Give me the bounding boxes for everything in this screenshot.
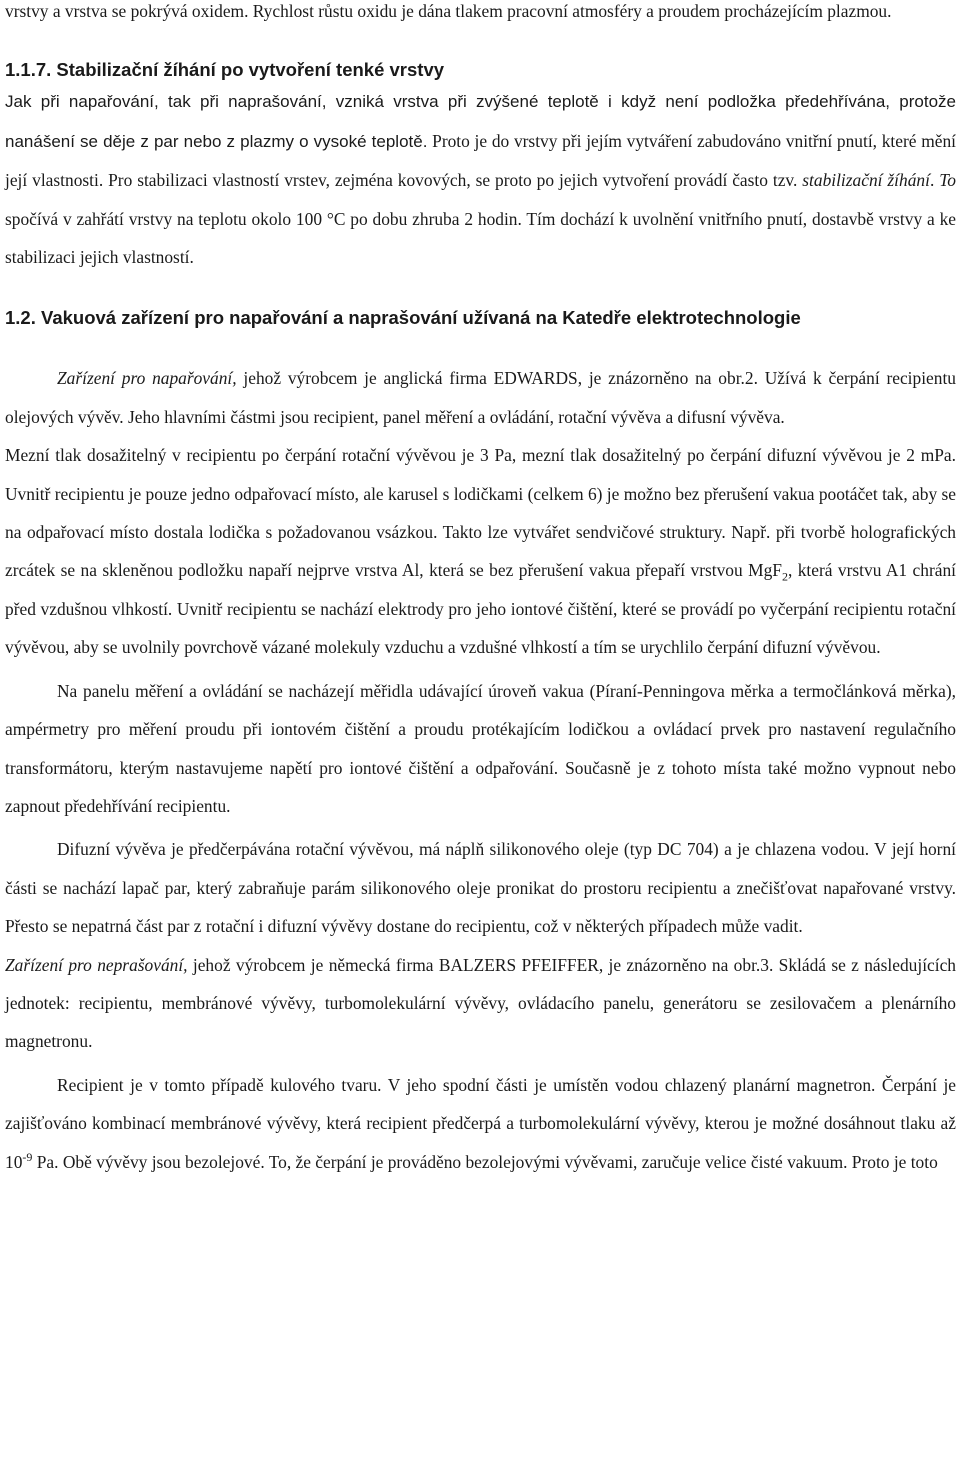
text-fragment: jehož výrobcem je německá firma BALZERS PFEIFFER, je znázorněno na obr.3. Skládá se z následujících jednotek: recipientu, membránové vývěvy, turbomolekulární vývěvy, ovládacího panelu, generátoru se zesilovačem a plenárního magnetronu. [5,954,956,1052]
text-fragment: Difuzní vývěva je předčerpávána rotační vývěvou, má náplň silikonového oleje (typ DC 704) a je chlazena vodou. V její horní části se nachází lapač par, který zabraňuje parám silikonového oleje pronikat do prostoru recipientu a znečišťovat napařované vrstvy. Přesto se nepatrná část par z rotační i difuzní vývěvy dostane do recipientu, což v některých případech může vadit. [5,839,956,937]
text-fragment: . [929,170,940,191]
text-fragment: Proto je do vrstvy při jejím vytváření zabudováno vnitřní pnutí, které mění její vlastnosti. [5,130,956,191]
text-fragment: Pro stabilizaci vlastností vrstev, zejména kovových, se proto po jejich vytvoření provádí často tzv. [103,170,803,191]
italic-term: Zařízení pro neprašování, [5,954,188,975]
paragraph-evaporation-device [5,359,956,436]
paragraph-sputtering-device [5,946,956,1061]
section-heading-1-1-7: 1.1.7. Stabilizační žíhání po vytvoření tenké vrstvy [5,59,445,81]
text-fragment: Na panelu měření a ovládání se nacházejí měřidla udávající úroveň vakua (Píraní-Penningova měrka a termočlánková měrka), ampérmetry pro měření proudu při iontovém čištění a proudu protékajícím lodičkou a ovládací prvek pro nastavení regulačního transformátoru, kterým nastavujeme napětí pro iontové čištění a odpařování. Současně je z tohoto místa také možno vypnout nebo zapnout předehřívání recipientu. [5,680,956,816]
italic-term: To [939,170,957,191]
text-fragment: Jak při napařování, tak při naprašování, vzniká vrstva při zvýšené teplotě i když není podložka předehřívána, protože nanášení se děje z par nebo z plazmy o vysoké teplotě. [5,92,956,151]
italic-term: Zařízení pro napařování, [57,368,237,389]
text-fragment: Mezní tlak dosažitelný v recipientu po čerpání rotační vývěvou je 3 Pa, mezní tlak dosažitelný po čerpání difuzní vývěvou je 2 mPa. Uvnitř recipientu je pouze jedno odpařovací místo, ale karusel s lodičkami (celkem 6) je možno bez přerušení vakua pootáčet tak, aby se na odpařovací místo dostala lodička s požadovanou vsázkou. Takto lze vytvářet sendvičové struktury. Např. při tvorbě holografických zrcátek se na skleněnou podložku napaří nejprve vrstva Al, která se bez přerušení vakua přepaří vrstvou MgF [5,445,956,581]
text-fragment: , která vrstvu A1 chrání před vzdušnou vlhkostí. Uvnitř recipientu se nachází elektrody pro jeho iontové čištění, které se provádí po vyčerpání recipientu rotační vývěvou, aby se uvolnily povrchově vázané molekuly vzduchu a vzdušné vlhkostí a tím se urychlilo čerpání difuzní vývěvou. [5,560,957,658]
paragraph-intro-text: vrstvy a vrstva se pokrývá oxidem. Rychlost růstu oxidu je dána tlakem pracovní atmosféry a proudem procházejícím plazmou. [5,1,892,21]
subscript: 2 [781,569,788,584]
paragraph-recipient [5,1066,956,1181]
paragraph-pressure-limits [5,436,956,666]
paragraph-stabilization [5,82,956,276]
superscript: -9 [22,1149,33,1164]
italic-term: stabilizační žíhání [802,170,930,191]
section-heading-1-2: 1.2. Vakuová zařízení pro napařování a naprašování užívaná na Katedře elektrotechnologie [5,307,801,329]
text-fragment: spočívá v zahřátí vrstvy na teplotu okolo 100 °C po dobu zhruba 2 hodin. Tím dochází k uvolnění vnitřního pnutí, dostavbě vrstvy a ke stabilizaci jejich vlastností. [5,208,956,268]
text-fragment: Pa. Obě vývěvy jsou bezolejové. To, že čerpání je prováděno bezolejovými vývěvami, zaručuje velice čisté vakuum. Proto je toto [32,1151,938,1172]
paragraph-control-panel [5,672,956,826]
paragraph-intro [5,0,956,30]
text-fragment: Recipient je v tomto případě kulového tvaru. V jeho spodní části je umístěn vodou chlazený planární magnetron. Čerpání je zajišťováno kombinací membránové vývěvy, která recipient předčerpá a turbomolekulární vývěvy, kterou je možné dosáhnout tlaku až 10 [5,1074,956,1172]
text-fragment: jehož výrobcem je anglická firma EDWARDS, je znázorněno na obr.2. Užívá k čerpání recipientu olejových vývěv. Jeho hlavními částmi jsou recipient, panel měření a ovládání, rotační vývěva a difusní vývěva. [5,368,956,427]
paragraph-diffusion-pump [5,830,956,945]
